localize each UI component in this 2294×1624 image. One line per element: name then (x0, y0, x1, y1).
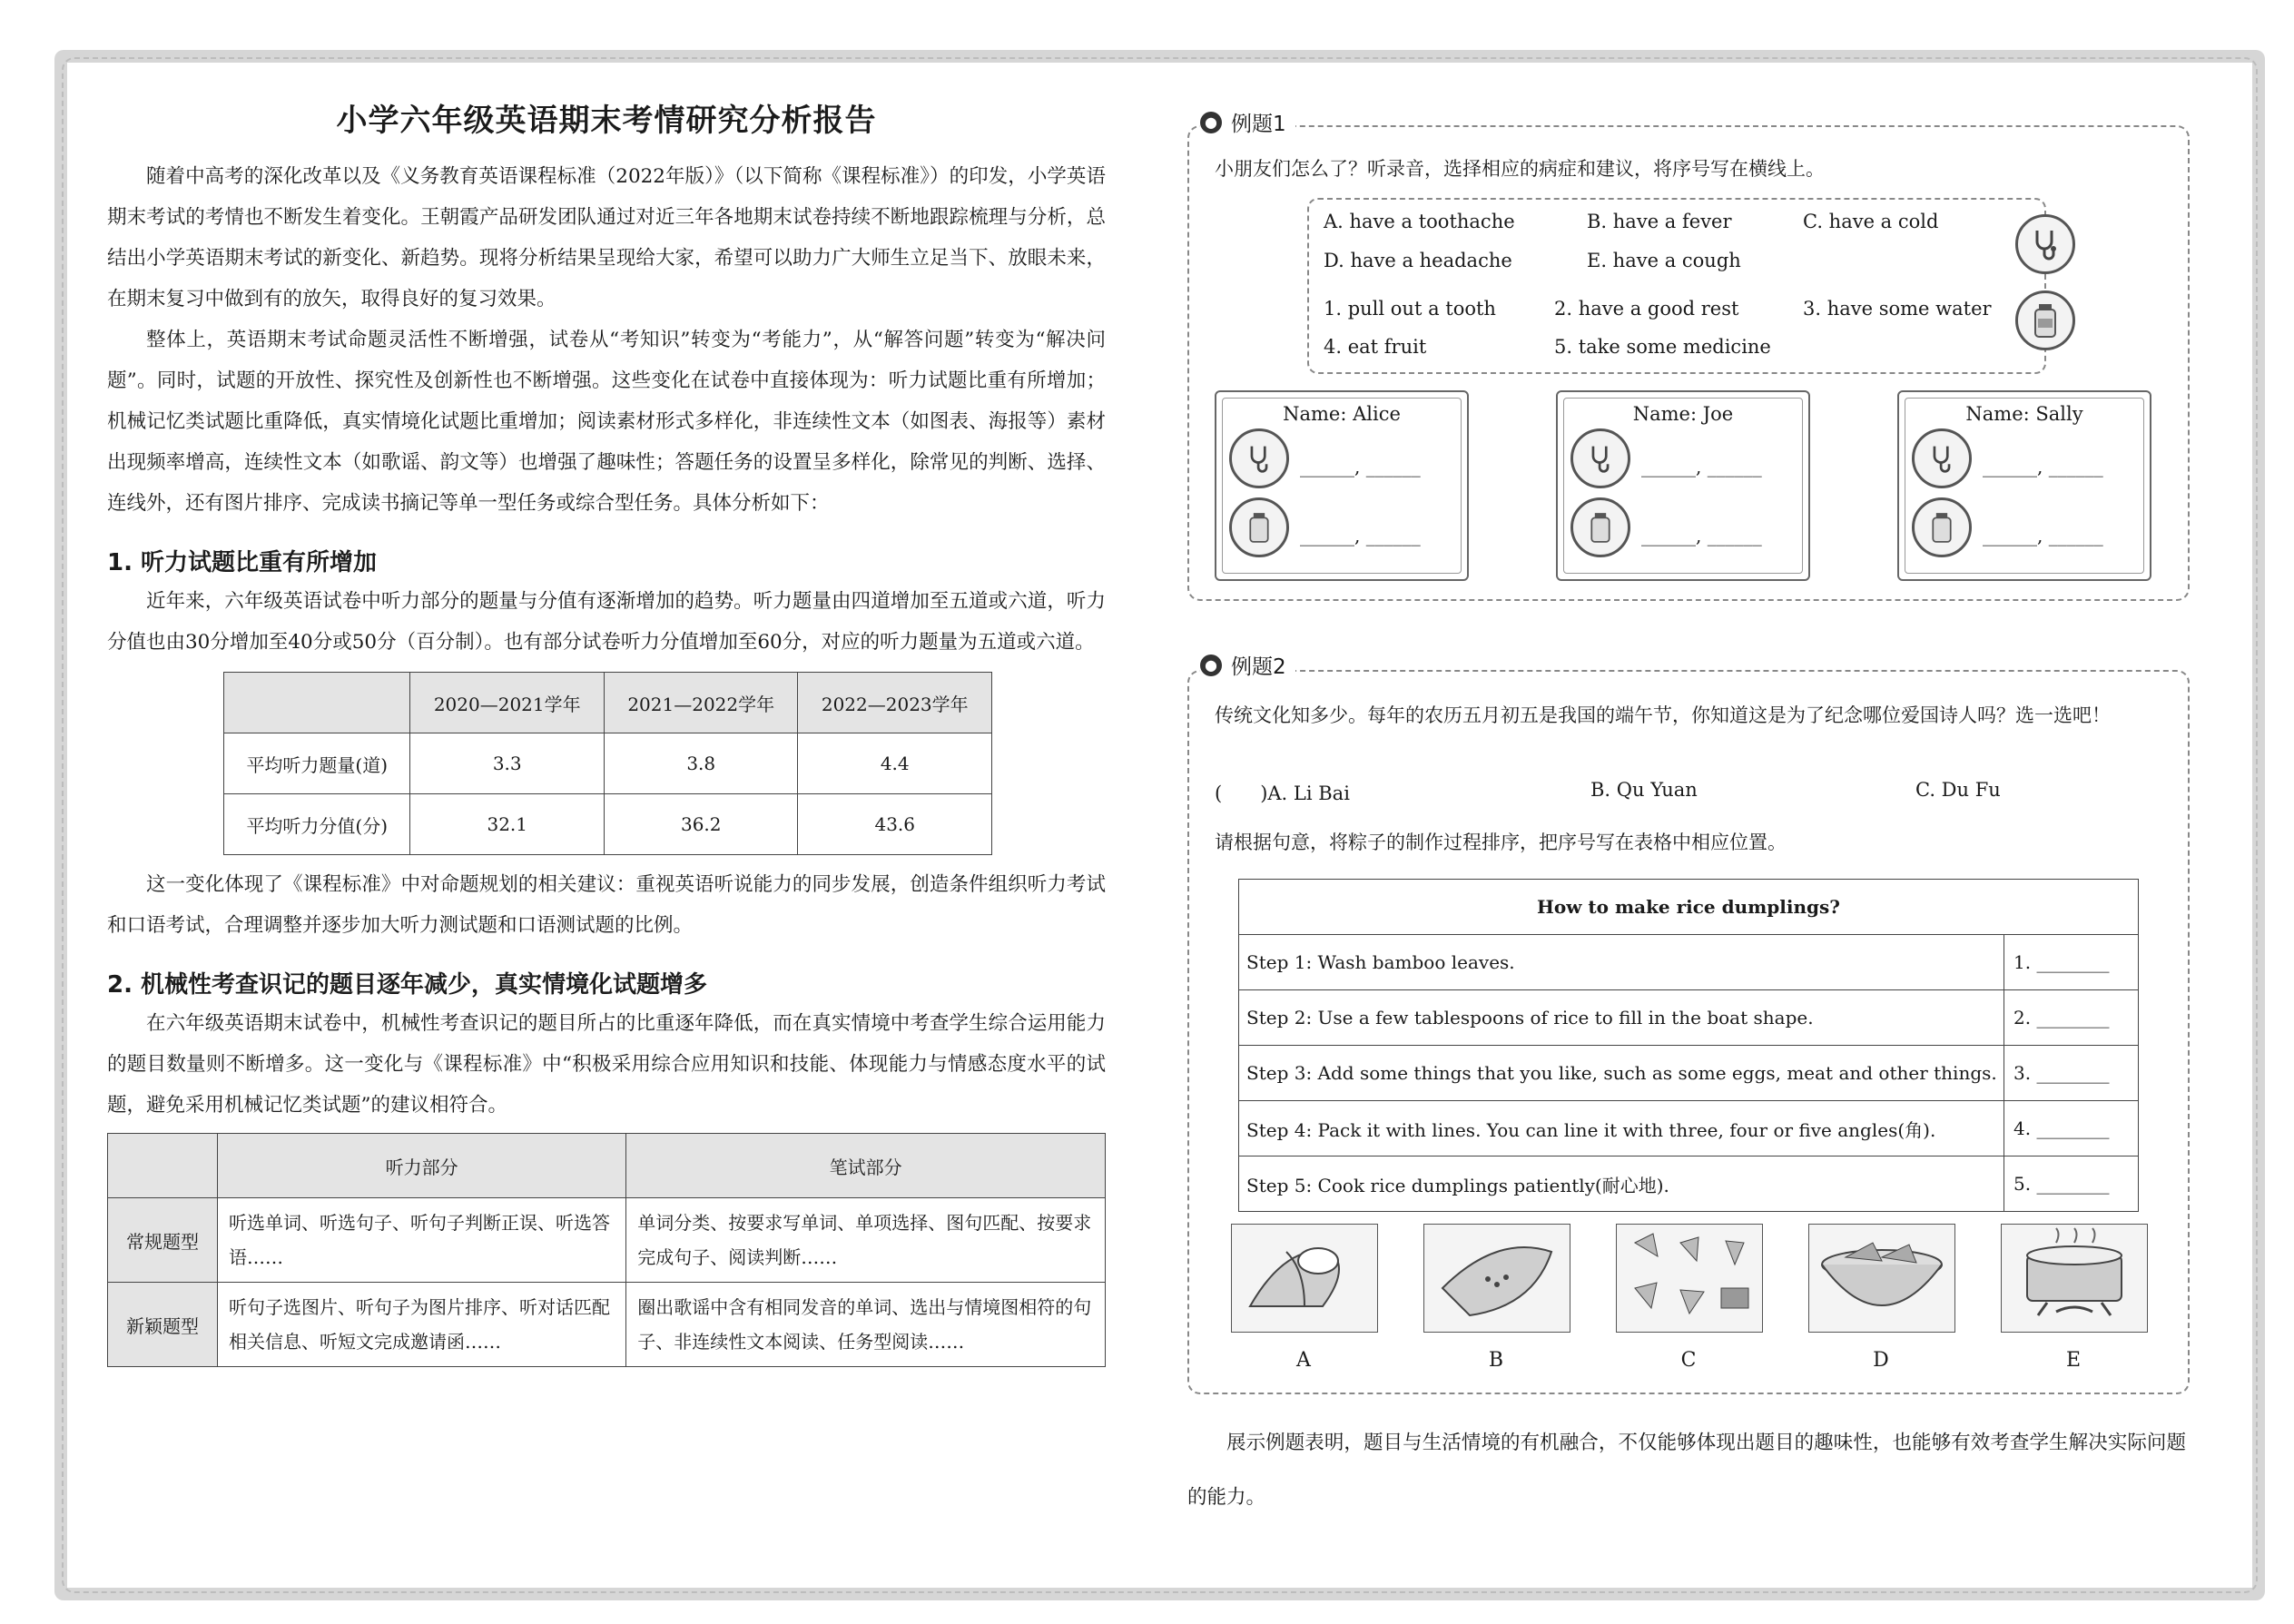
advice-option: 4. eat fruit (1324, 336, 1427, 358)
picture-cooking-pot (2001, 1224, 2148, 1333)
example-1-text: 例题1 (1231, 113, 1286, 136)
medicine-bottle-icon (2015, 290, 2075, 350)
table-header (224, 673, 410, 733)
picture-bowl (1808, 1224, 1955, 1333)
picture-ingredients (1616, 1224, 1763, 1333)
steps-table (1238, 879, 2139, 1212)
illness-option: B. have a fever (1587, 211, 1732, 232)
name-card-sally (1897, 390, 2151, 581)
left-column (107, 95, 1106, 1367)
advice-option: 1. pull out a tooth (1324, 298, 1496, 320)
row-label: 新颖题型 (108, 1283, 218, 1367)
step-text: Step 5: Cook rice dumplings patiently(耐心地). (1239, 1156, 2004, 1212)
answer-blank[interactable]: 1. ________ (2004, 935, 2139, 990)
table-cell: 36.2 (604, 794, 798, 855)
table-header: 2020—2021学年 (410, 673, 605, 733)
globe-icon: ● (1200, 655, 1222, 676)
table-cell: 单词分类、按要求写单词、单项选择、图句匹配、按要求完成句子、阅读判断…… (626, 1198, 1106, 1283)
answer-blank[interactable]: ______, ______ (1983, 525, 2103, 546)
answer-blank[interactable]: ______, ______ (1300, 525, 1421, 546)
name-card-alice (1215, 390, 1469, 581)
table-header (108, 1134, 218, 1198)
medicine-bottle-icon (1912, 497, 1972, 557)
example-2-instruction: 请根据句意，将粽子的制作过程排序，把序号写在表格中相应位置。 (1215, 832, 1787, 853)
table-cell: 4.4 (798, 733, 992, 794)
table-cell: 听选单词、听选句子、听句子判断正误、听选答语…… (218, 1198, 626, 1283)
section-2-title: 2. 机械性考查识记的题目逐年减少，真实情境化试题增多 (107, 971, 708, 999)
illness-option: E. have a cough (1587, 250, 1741, 271)
choice-b: B. Qu Yuan (1590, 779, 1698, 801)
answer-blank[interactable]: 2. ________ (2004, 990, 2139, 1046)
picture-label: E (2065, 1349, 2082, 1372)
example-1-question: 小朋友们怎么了？听录音，选择相应的病症和建议，将序号写在横线上。 (1215, 158, 1825, 180)
choice-c: C. Du Fu (1915, 779, 2001, 801)
medicine-bottle-icon (1570, 497, 1630, 557)
stethoscope-icon (1229, 428, 1289, 488)
table-row (1239, 935, 2139, 990)
answer-blank[interactable]: 3. ________ (2004, 1046, 2139, 1101)
picture-label: B (1488, 1349, 1504, 1372)
name-card-joe (1556, 390, 1810, 581)
answer-blank[interactable]: ______, ______ (1300, 456, 1421, 477)
table-row (224, 733, 992, 794)
illness-option: D. have a headache (1324, 250, 1512, 271)
stethoscope-icon (1912, 428, 1972, 488)
section-1-paragraph-2: 这一变化体现了《课程标准》中对命题规划的相关建议：重视英语听说能力的同步发展，创造条件组织听力考试和口语考试，合理调整并逐步加大听力测试题和口语测试题的比例。 (107, 873, 1106, 937)
picture-label: C (1680, 1349, 1697, 1372)
table-row (108, 1283, 1106, 1367)
table-row (108, 1198, 1106, 1283)
table-header: 听力部分 (218, 1134, 626, 1198)
answer-blank[interactable]: 4. ________ (2004, 1101, 2139, 1156)
step-text: Step 3: Add some things that you like, such as some eggs, meat and other things. (1239, 1046, 2004, 1101)
table-cell: 圈出歌谣中含有相同发音的单词、选出与情境图相符的句子、非连续性文本阅读、任务型阅读…… (626, 1283, 1106, 1367)
answer-blank[interactable]: 5. ________ (2004, 1156, 2139, 1212)
name-label: Name: Sally (1965, 403, 2083, 425)
table-row (224, 794, 992, 855)
report-title: 小学六年级英语期末考情研究分析报告 (336, 103, 877, 139)
stethoscope-icon (2015, 214, 2075, 274)
conclusion-paragraph: 展示例题表明，题目与生活情境的有机融合，不仅能够体现出题目的趣味性，也能够有效考查学生解决实际问题的能力。 (1187, 1432, 2186, 1509)
advice-option: 5. take some medicine (1554, 336, 1771, 358)
question-types-table (107, 1133, 1106, 1367)
answer-blank[interactable]: ______, ______ (1641, 525, 1762, 546)
table-row (1239, 1046, 2139, 1101)
answer-blank[interactable]: ______, ______ (1641, 456, 1762, 477)
table-row (1239, 1101, 2139, 1156)
medicine-bottle-icon (1229, 497, 1289, 557)
table-cell: 32.1 (410, 794, 605, 855)
table-row (1239, 990, 2139, 1046)
example-1-label (1200, 107, 1295, 137)
listening-stats-table (223, 672, 992, 855)
picture-label: D (1873, 1349, 1889, 1372)
intro-paragraph-1: 随着中高考的深化改革以及《义务教育英语课程标准（2022年版）》（以下简称《课程标准》）的印发，小学英语期末考试的考情也不断发生着变化。王朝霞产品研发团队通过对近三年各地期末试卷持续不断地跟踪梳理与分析，总结出小学英语期末考试的新变化、新趋势。现将分析结果呈现给大家，希望可以助力广大师生立足当下、放眼未来，在期末复习中做到有的放矢，取得良好的复习效果。 (107, 165, 1106, 310)
step-text: Step 1: Wash bamboo leaves. (1239, 935, 2004, 990)
section-2-paragraph: 在六年级英语期末试卷中，机械性考查识记的题目所占的比重逐年降低，而在真实情境中考查学生综合运用能力的题目数量则不断增多。这一变化与《课程标准》中“积极采用综合应用知识和技能、体现能力与情感态度水平的试题，避免采用机械记忆类试题”的建议相符合。 (107, 1012, 1106, 1117)
table-cell: 3.8 (604, 733, 798, 794)
globe-icon: ● (1200, 112, 1222, 133)
row-label: 平均听力分值(分) (224, 794, 410, 855)
section-1-paragraph: 近年来，六年级英语试卷中听力部分的题量与分值有逐渐增加的趋势。听力题量由四道增加至五道或六道，听力分值也由30分增加至40分或50分（百分制）。也有部分试卷听力分值增加至60分，对应的听力题量为五道或六道。 (107, 590, 1106, 654)
picture-label: A (1296, 1349, 1311, 1372)
example-2-label (1200, 650, 1295, 680)
steps-table-title: How to make rice dumplings? (1239, 880, 2139, 935)
row-label: 常规题型 (108, 1198, 218, 1283)
name-label: Name: Joe (1632, 403, 1734, 425)
row-label: 平均听力题量(道) (224, 733, 410, 794)
example-2-text: 例题2 (1231, 655, 1286, 679)
table-cell: 43.6 (798, 794, 992, 855)
illness-option: A. have a toothache (1324, 211, 1515, 232)
table-header: 2022—2023学年 (798, 673, 992, 733)
advice-option: 2. have a good rest (1554, 298, 1739, 320)
advice-option: 3. have some water (1803, 298, 1992, 320)
table-header: 笔试部分 (626, 1134, 1106, 1198)
name-label: Name: Alice (1283, 403, 1401, 425)
answer-blank[interactable]: ______, ______ (1983, 456, 2103, 477)
table-cell: 听句子选图片、听句子为图片排序、听对话匹配相关信息、听短文完成邀请函…… (218, 1283, 626, 1367)
choice-a: ( )A. Li Bai (1215, 782, 1350, 804)
picture-fill-rice (1423, 1224, 1570, 1333)
intro-paragraph-2: 整体上，英语期末考试命题灵活性不断增强，试卷从“考知识”转变为“考能力”，从“解答问题”转变为“解决问题”。同时，试题的开放性、探究性及创新性也不断增强。这些变化在试卷中直接体现为：听力试题比重有所增加；机械记忆类试题比重降低，真实情境化试题比重增加；阅读素材形式多样化，非连续性文本（如图表、海报等）素材出现频率增高，连续性文本（如歌谣、韵文等）也增强了趣味性；答题任务的设置呈多样化，除常见的判断、选择、连线外，还有图片排序、完成读书摘记等单一型任务或综合型任务。具体分析如下： (107, 329, 1106, 515)
picture-wash-leaves (1231, 1224, 1378, 1333)
table-row (1239, 1156, 2139, 1212)
step-text: Step 2: Use a few tablespoons of rice to fill in the boat shape. (1239, 990, 2004, 1046)
illness-option: C. have a cold (1803, 211, 1939, 232)
example-2-question: 传统文化知多少。每年的农历五月初五是我国的端午节，你知道这是为了纪念哪位爱国诗人吗？选一选吧！ (1215, 704, 2111, 726)
stethoscope-icon (1570, 428, 1630, 488)
table-header: 2021—2022学年 (604, 673, 798, 733)
table-cell: 3.3 (410, 733, 605, 794)
step-text: Step 4: Pack it with lines. You can line it with three, four or five angles(角). (1239, 1101, 2004, 1156)
section-1-title: 1. 听力试题比重有所增加 (107, 549, 378, 576)
